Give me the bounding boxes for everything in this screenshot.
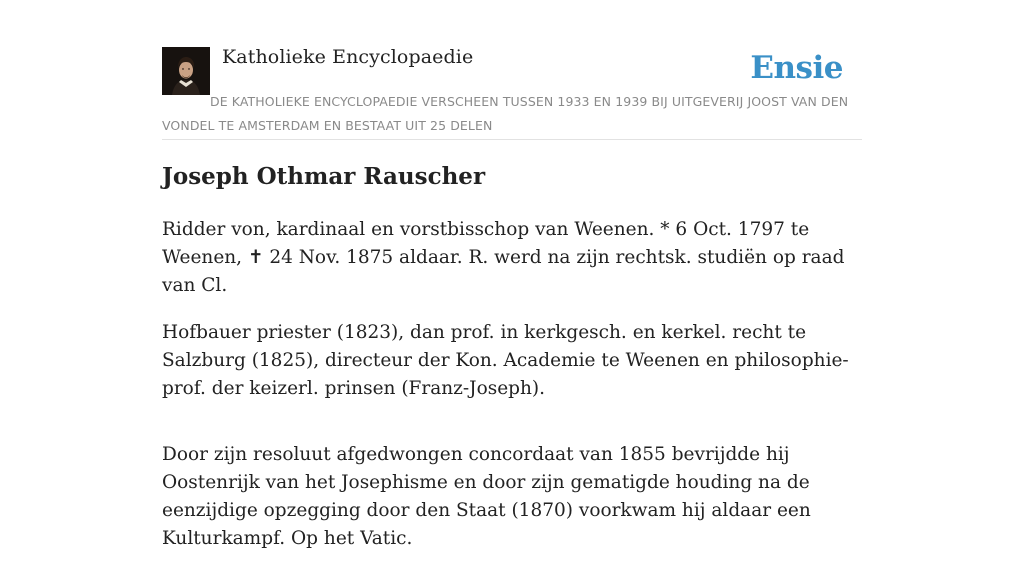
portrait-avatar-icon[interactable] [162, 47, 210, 95]
source-header [162, 46, 862, 140]
article-body [162, 216, 867, 572]
source-description: DE KATHOLIEKE ENCYCLOPAEDIE VERSCHEEN TUSSEN 1933 EN 1939 BIJ UITGEVERIJ JOOST VAN DEN VONDEL TE AMSTERDAM EN BESTAAT UIT 25 DELEN [162, 94, 849, 133]
article-paragraph: Door zijn resoluut afgedwongen concordaat van 1855 bevrijdde hij Oostenrijk van het Josephisme en door zijn gematigde houding na de eenzijdige opzegging door den Staat (1870) voorkwam hij aldaar een Kulturkampf. Op het Vatic. [162, 444, 811, 549]
ensie-logo[interactable]: Ensie [750, 50, 843, 86]
source-title[interactable]: Katholieke Encyclopaedie [222, 46, 474, 68]
article-paragraph: Ridder von, kardinaal en vorstbisschop van Weenen. * 6 Oct. 1797 te Weenen, ✝ 24 Nov. 1875 aldaar. R. werd na zijn rechtsk. studiën op raad van Cl. [162, 219, 845, 296]
article-title: Joseph Othmar Rauscher [162, 163, 486, 190]
article-paragraph: Hofbauer priester (1823), dan prof. in kerkgesch. en kerkel. recht te Salzburg (1825), directeur der Kon. Academie te Weenen en philosophie-prof. der keizerl. prinsen (Franz-Joseph). [162, 322, 849, 399]
